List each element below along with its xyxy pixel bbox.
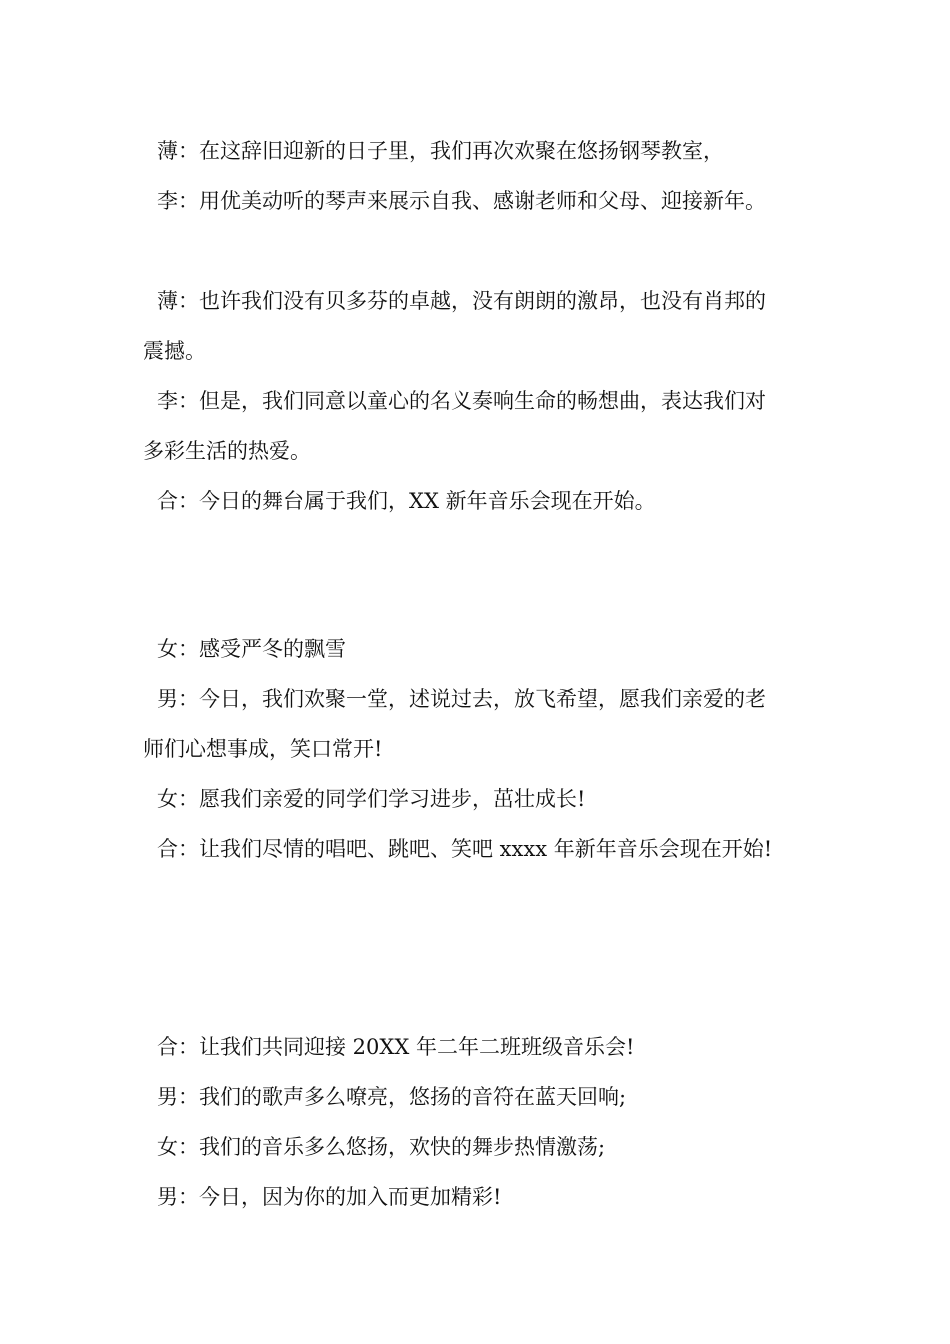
- script-line-16: 男：今日，因为你的加入而更加精彩!: [157, 1185, 502, 1209]
- script-line-15: 女：我们的音乐多么悠扬，欢快的舞步热情激荡;: [157, 1135, 606, 1159]
- script-line-12: 合：让我们尽情的唱吧、跳吧、笑吧 xxxx 年新年音乐会现在开始!: [157, 837, 773, 861]
- script-line-1: 薄：在这辞旧迎新的日子里，我们再次欢聚在悠扬钢琴教室，: [157, 139, 724, 163]
- script-line-4: 震撼。: [143, 339, 206, 363]
- script-line-7: 合：今日的舞台属于我们，XX 新年音乐会现在开始。: [157, 489, 656, 513]
- script-line-10: 师们心想事成，笑口常开!: [143, 737, 383, 761]
- script-line-11: 女：愿我们亲爱的同学们学习进步，茁壮成长!: [157, 787, 586, 811]
- script-line-6: 多彩生活的热爱。: [143, 439, 311, 463]
- script-line-14: 男：我们的歌声多么嘹亮，悠扬的音符在蓝天回响;: [157, 1085, 627, 1109]
- script-line-2: 李：用优美动听的琴声来展示自我、感谢老师和父母、迎接新年。: [157, 189, 766, 213]
- script-line-8: 女：感受严冬的飘雪: [157, 637, 346, 661]
- script-line-9: 男：今日，我们欢聚一堂，述说过去，放飞希望，愿我们亲爱的老: [157, 687, 766, 711]
- script-line-13: 合：让我们共同迎接 20XX 年二年二班班级音乐会!: [157, 1035, 635, 1059]
- script-line-5: 李：但是，我们同意以童心的名义奏响生命的畅想曲，表达我们对: [157, 389, 766, 413]
- script-line-3: 薄：也许我们没有贝多芬的卓越，没有朗朗的激昂，也没有肖邦的: [157, 289, 766, 313]
